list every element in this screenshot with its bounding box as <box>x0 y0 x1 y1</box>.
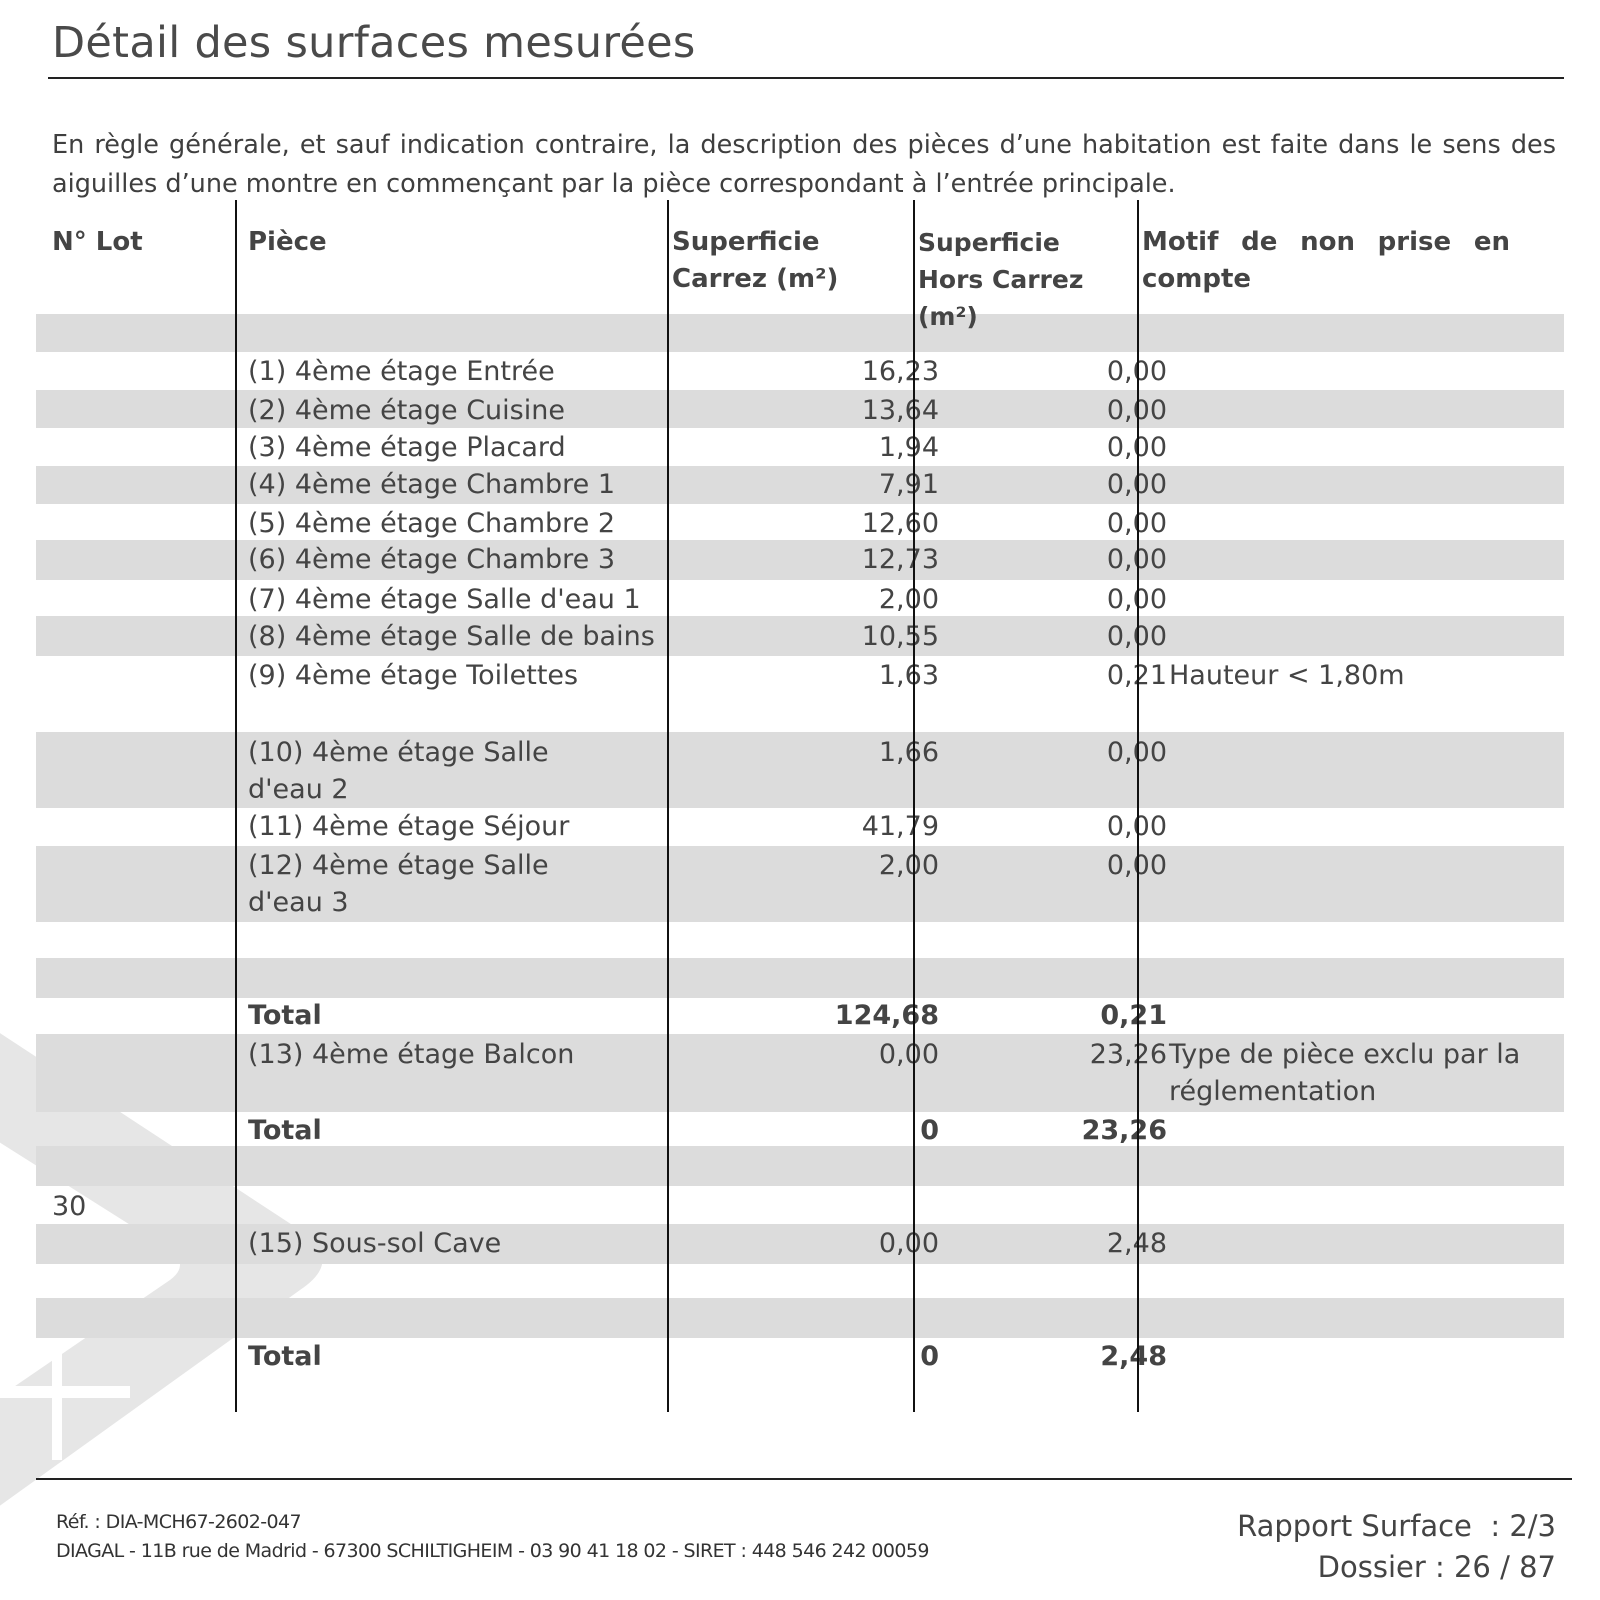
header-hors-carrez: Superficie Hors Carrez (m²) <box>918 228 1084 331</box>
row-band <box>36 1146 1564 1186</box>
report-page: Rapport Surface : 2/3 <box>1237 1509 1556 1543</box>
cell-hors-carrez: 0,21 <box>1106 660 1167 691</box>
cell-piece: (6) 4ème étage Chambre 3 <box>248 544 616 575</box>
cell-carrez: 10,55 <box>861 621 939 652</box>
surfaces-table <box>36 200 1564 1412</box>
cell-piece: Total <box>248 1341 322 1372</box>
cell-hors-carrez: 0,00 <box>1106 544 1167 575</box>
cell-piece: (8) 4ème étage Salle de bains <box>248 621 655 652</box>
cell-piece: (13) 4ème étage Balcon <box>248 1039 575 1070</box>
cell-carrez: 1,66 <box>878 737 939 768</box>
cell-carrez: 0 <box>920 1341 939 1372</box>
cell-carrez: 0,00 <box>878 1228 939 1259</box>
cell-piece: (5) 4ème étage Chambre 2 <box>248 508 616 539</box>
cell-carrez: 12,60 <box>861 508 939 539</box>
row-band <box>36 958 1564 998</box>
cell-hors-carrez: 0,00 <box>1106 621 1167 652</box>
cell-hors-carrez: 0,00 <box>1106 395 1167 426</box>
cell-hors-carrez: 0,00 <box>1106 432 1167 463</box>
row-band <box>36 314 1564 352</box>
cell-carrez: 0 <box>920 1115 939 1146</box>
cell-carrez: 41,79 <box>861 811 939 842</box>
cell-carrez: 1,63 <box>878 660 939 691</box>
cell-hors-carrez: 23,26 <box>1081 1115 1167 1146</box>
title-divider <box>48 77 1564 79</box>
cell-hors-carrez: 0,00 <box>1106 584 1167 615</box>
cell-motif: Type de pièce exclu par la réglementation <box>1169 1039 1521 1107</box>
cell-motif: Hauteur < 1,80m <box>1169 660 1405 691</box>
footer-page-info <box>1237 1506 1556 1588</box>
page-title: Détail des surfaces mesurées <box>52 18 696 68</box>
dossier-page: Dossier : 26 / 87 <box>1317 1550 1556 1584</box>
header-carrez: Superficie Carrez (m²) <box>672 227 839 294</box>
intro-paragraph: En règle générale, et sauf indication contraire, la description des pièces d’une habitation est faite dans le sens des aiguilles d’une montre en commençant par la pièce correspondant à l’entrée principale. <box>52 130 1556 199</box>
cell-piece: (12) 4ème étage Salle d'eau 3 <box>248 850 549 918</box>
footer-divider <box>36 1478 1572 1480</box>
footer-address: DIAGAL - 11B rue de Madrid - 67300 SCHILTIGHEIM - 03 90 41 18 02 - SIRET : 448 546 242 00059 <box>56 1540 929 1562</box>
cell-piece: (7) 4ème étage Salle d'eau 1 <box>248 584 641 615</box>
cell-piece: (4) 4ème étage Chambre 1 <box>248 469 616 500</box>
cell-hors-carrez: 0,00 <box>1106 356 1167 387</box>
cell-hors-carrez: 2,48 <box>1106 1228 1167 1259</box>
cell-carrez: 124,68 <box>834 1000 939 1031</box>
cell-hors-carrez: 0,00 <box>1106 469 1167 500</box>
cell-hors-carrez: 2,48 <box>1100 1341 1167 1372</box>
cell-hors-carrez: 0,00 <box>1106 508 1167 539</box>
footer-reference: Réf. : DIA-MCH67-2602-047 <box>56 1511 301 1533</box>
cell-piece: (2) 4ème étage Cuisine <box>248 395 565 426</box>
cell-hors-carrez: 0,21 <box>1100 1000 1167 1031</box>
cell-piece: (10) 4ème étage Salle d'eau 2 <box>248 737 549 805</box>
header-lot: N° Lot <box>52 227 143 257</box>
cell-carrez: 13,64 <box>861 395 939 426</box>
cell-hors-carrez: 0,00 <box>1106 850 1167 881</box>
cell-hors-carrez: 0,00 <box>1106 737 1167 768</box>
cell-carrez: 2,00 <box>878 584 939 615</box>
cell-carrez: 12,73 <box>861 544 939 575</box>
cell-piece: Total <box>248 1000 322 1031</box>
cell-piece: (11) 4ème étage Séjour <box>248 811 570 842</box>
column-divider <box>235 200 237 1412</box>
column-divider <box>667 200 669 1412</box>
footer-company-info <box>56 1508 929 1566</box>
column-divider <box>913 200 915 1412</box>
cell-piece: (3) 4ème étage Placard <box>248 432 566 463</box>
cell-carrez: 0,00 <box>878 1039 939 1070</box>
cell-carrez: 1,94 <box>878 432 939 463</box>
column-divider <box>1137 200 1139 1412</box>
cell-hors-carrez: 0,00 <box>1106 811 1167 842</box>
header-motif: Motif de non prise en compte <box>1142 227 1510 294</box>
cell-carrez: 2,00 <box>878 850 939 881</box>
cell-piece: (1) 4ème étage Entrée <box>248 356 555 387</box>
row-band <box>36 1298 1564 1338</box>
cell-carrez: 7,91 <box>878 469 939 500</box>
cell-lot: 30 <box>52 1191 87 1222</box>
header-piece: Pièce <box>248 227 327 257</box>
cell-piece: Total <box>248 1115 322 1146</box>
cell-hors-carrez: 23,26 <box>1089 1039 1167 1070</box>
cell-carrez: 16,23 <box>861 356 939 387</box>
cell-piece: (9) 4ème étage Toilettes <box>248 660 579 691</box>
cell-piece: (15) Sous-sol Cave <box>248 1228 502 1259</box>
